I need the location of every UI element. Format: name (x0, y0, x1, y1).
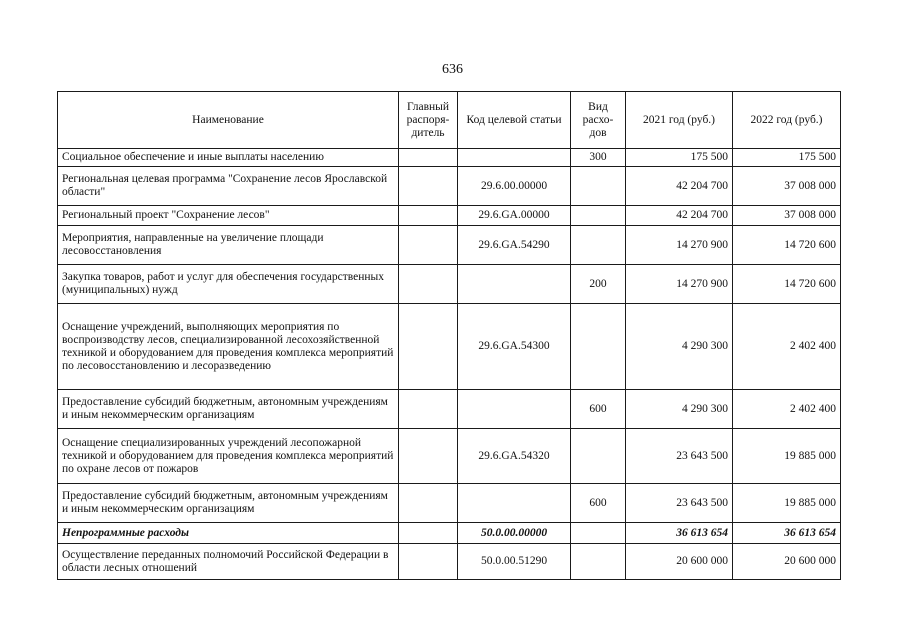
budget-table (57, 91, 841, 580)
cell-code: 29.6.00.00000 (458, 167, 571, 206)
cell-2022: 37 008 000 (733, 167, 841, 206)
table-row (58, 304, 841, 390)
cell-name: Предоставление субсидий бюджетным, автономным учреждениям и иным некоммерческим организациям (58, 390, 399, 429)
cell-2022: 37 008 000 (733, 206, 841, 226)
cell-name: Осуществление переданных полномочий Российской Федерации в области лесных отношений (58, 544, 399, 580)
cell-code: 50.0.00.00000 (458, 523, 571, 544)
cell-type: 300 (571, 149, 626, 167)
table-row (58, 167, 841, 206)
cell-code (458, 390, 571, 429)
table-row (58, 523, 841, 544)
cell-type (571, 206, 626, 226)
cell-code (458, 149, 571, 167)
cell-2022: 2 402 400 (733, 304, 841, 390)
cell-2021: 42 204 700 (626, 206, 733, 226)
cell-2022: 14 720 600 (733, 226, 841, 265)
cell-name: Региональный проект "Сохранение лесов" (58, 206, 399, 226)
cell-code: 50.0.00.51290 (458, 544, 571, 580)
cell-type: 600 (571, 484, 626, 523)
cell-2021: 14 270 900 (626, 226, 733, 265)
cell-code: 29.6.GA.54290 (458, 226, 571, 265)
cell-2021: 36 613 654 (626, 523, 733, 544)
cell-admin (399, 390, 458, 429)
cell-admin (399, 544, 458, 580)
cell-name: Непрограммные расходы (58, 523, 399, 544)
cell-2022: 20 600 000 (733, 544, 841, 580)
cell-name: Мероприятия, направленные на увеличение площади лесовосстановления (58, 226, 399, 265)
cell-code: 29.6.GA.54300 (458, 304, 571, 390)
cell-admin (399, 484, 458, 523)
table-row (58, 429, 841, 484)
cell-2022: 175 500 (733, 149, 841, 167)
cell-type (571, 523, 626, 544)
cell-admin (399, 429, 458, 484)
cell-2021: 23 643 500 (626, 429, 733, 484)
header-name: Наименование (58, 92, 399, 149)
header-code: Код целевой статьи (458, 92, 571, 149)
cell-code (458, 265, 571, 304)
page-number: 636 (442, 62, 463, 77)
header-admin: Главный распоря-дитель (399, 92, 458, 149)
cell-admin (399, 226, 458, 265)
cell-2021: 4 290 300 (626, 304, 733, 390)
cell-name: Оснащение учреждений, выполняющих мероприятия по воспроизводству лесов, специализированной лесохозяйственной техникой и оборудованием для проведения комплекса мероприятий по лесовосстановлению и лесоразведению (58, 304, 399, 390)
cell-2021: 14 270 900 (626, 265, 733, 304)
table-row (58, 149, 841, 167)
cell-name: Закупка товаров, работ и услуг для обеспечения государственных (муниципальных) нужд (58, 265, 399, 304)
cell-admin (399, 167, 458, 206)
cell-admin (399, 206, 458, 226)
cell-type (571, 226, 626, 265)
table-row (58, 484, 841, 523)
cell-admin (399, 304, 458, 390)
cell-2022: 19 885 000 (733, 484, 841, 523)
cell-admin (399, 265, 458, 304)
cell-type: 200 (571, 265, 626, 304)
cell-code: 29.6.GA.54320 (458, 429, 571, 484)
cell-2022: 2 402 400 (733, 390, 841, 429)
cell-type (571, 167, 626, 206)
cell-admin (399, 149, 458, 167)
cell-code: 29.6.GA.00000 (458, 206, 571, 226)
cell-type (571, 429, 626, 484)
cell-2021: 23 643 500 (626, 484, 733, 523)
cell-type: 600 (571, 390, 626, 429)
cell-name: Региональная целевая программа "Сохранение лесов Ярославской области" (58, 167, 399, 206)
table-row (58, 226, 841, 265)
cell-2021: 175 500 (626, 149, 733, 167)
header-2022: 2022 год (руб.) (733, 92, 841, 149)
cell-admin (399, 523, 458, 544)
cell-2021: 42 204 700 (626, 167, 733, 206)
cell-2022: 36 613 654 (733, 523, 841, 544)
cell-name: Социальное обеспечение и иные выплаты населению (58, 149, 399, 167)
cell-code (458, 484, 571, 523)
header-type: Вид расхо-дов (571, 92, 626, 149)
table-row (58, 265, 841, 304)
table-row (58, 206, 841, 226)
table-header-row (58, 92, 841, 149)
table-body (58, 149, 841, 580)
cell-name: Оснащение специализированных учреждений лесопожарной техникой и оборудованием для проведения комплекса мероприятий по охране лесов от пожаров (58, 429, 399, 484)
cell-name: Предоставление субсидий бюджетным, автономным учреждениям и иным некоммерческим организациям (58, 484, 399, 523)
cell-2022: 14 720 600 (733, 265, 841, 304)
cell-2022: 19 885 000 (733, 429, 841, 484)
table-row (58, 390, 841, 429)
cell-type (571, 304, 626, 390)
cell-2021: 20 600 000 (626, 544, 733, 580)
cell-type (571, 544, 626, 580)
cell-2021: 4 290 300 (626, 390, 733, 429)
header-2021: 2021 год (руб.) (626, 92, 733, 149)
table-row (58, 544, 841, 580)
